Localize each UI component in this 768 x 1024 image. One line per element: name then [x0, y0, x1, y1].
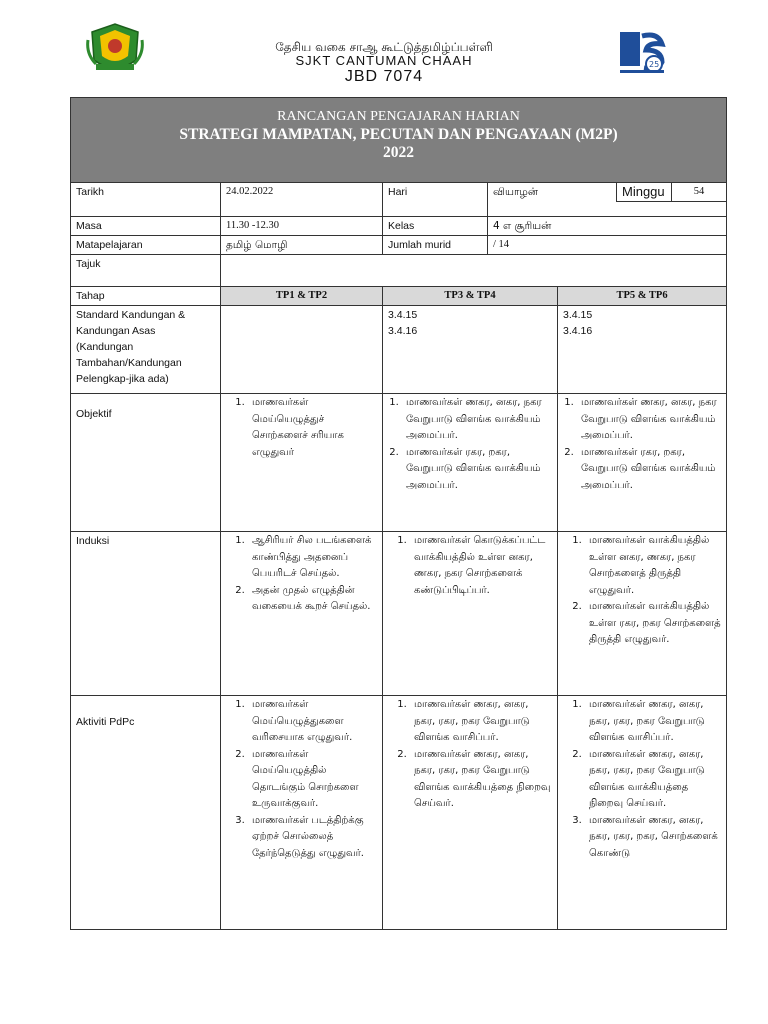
standard-label: Standard Kandungan & Kandungan Asas (Kandungan Tambahan/Kandungan Pelengkap-jika ada) — [71, 306, 221, 394]
list-item: 1. மாணவர்கள் கொடுக்கப்பட்ட வாக்கியத்தில் உள்ள னகர, ணகர, நகர சொற்களைக் கண்டுப்பிடிப்பர். — [410, 533, 552, 599]
hari-minggu-cell — [488, 183, 727, 217]
minggu-value: 54 — [672, 183, 727, 202]
list-item: 2. மாணவர்கள் மெய்யெழுத்தில் தொடங்கும் சொற்களை உருவாக்குவர். — [248, 747, 377, 813]
jumlah-murid-label: Jumlah murid — [383, 236, 488, 255]
list-item: 2. மாணவர்கள் ணகர, னகர, நகர, ரகர, றகர வேறுபாடு விளங்க வாக்கியத்தை நிறைவு செய்வர். — [585, 747, 721, 813]
objektif-tp12 — [221, 394, 383, 532]
standard-code: 3.4.15 — [563, 309, 593, 321]
standard-code: 3.4.15 — [388, 309, 418, 321]
hari-value: வியாழன் — [493, 186, 539, 198]
aktiviti-label: Aktiviti PdPc — [71, 696, 221, 930]
induksi-tp56 — [558, 532, 727, 696]
tarikh-label: Tarikh — [71, 183, 221, 217]
masa-value: 11.30 -12.30 — [221, 217, 383, 236]
tahap-tp34: TP3 & TP4 — [383, 287, 558, 306]
tajuk-value — [221, 255, 727, 287]
induksi-label: Induksi — [71, 532, 221, 696]
school-name-tamil: தேசிய வகை சாஆ கூட்டுத்தமிழ்ப்பள்ளி — [275, 40, 493, 54]
svg-text:25: 25 — [649, 60, 660, 69]
induksi-tp34 — [383, 532, 558, 696]
list-item: 1. மாணவர்கள் மெய்யெழுத்துச் சொற்களைச் சரியாக எழுதுவர் — [248, 395, 377, 461]
standard-tp34 — [383, 306, 558, 394]
kelas-label: Kelas — [383, 217, 488, 236]
objektif-tp56 — [558, 394, 727, 532]
list-item: 1. மாணவர்கள் வாக்கியத்தில் உள்ள னகர, ணகர, நகர சொற்களைத் திருத்தி எழுதுவர். — [585, 533, 721, 599]
jumlah-murid-value: / 14 — [488, 236, 727, 255]
banner-line3: 2022 — [383, 144, 415, 161]
tahap-tp56: TP5 & TP6 — [558, 287, 727, 306]
banner-line1: RANCANGAN PENGAJARAN HARIAN — [277, 109, 520, 124]
lesson-plan-table — [70, 97, 727, 930]
aktiviti-tp12 — [221, 696, 383, 930]
anniversary-25-logo — [618, 30, 666, 76]
tahap-tp12: TP1 & TP2 — [221, 287, 383, 306]
tarikh-value: 24.02.2022 — [221, 183, 383, 217]
list-item: 1. மாணவர்கள் ணகர, னகர, நகர, ரகர, றகர வேறுபாடு விளங்க வாசிப்பர். — [410, 697, 552, 747]
list-item: 1. மாணவர்கள் ணகர, னகர, நகர வேறுபாடு விளங்க வாக்கியம் அமைப்பர். — [402, 395, 552, 445]
matapelajaran-label: Matapelajaran — [71, 236, 221, 255]
list-item: 2. மாணவர்கள் ரகர, றகர, வேறுபாடு விளங்க வாக்கியம் அமைப்பர். — [577, 445, 721, 495]
list-item: 1. மாணவர்கள் ணகர, னகர, நகர, ரகர, றகர வேறுபாடு விளங்க வாசிப்பர். — [585, 697, 721, 747]
standard-code: 3.4.16 — [388, 325, 418, 337]
list-item: 1. மாணவர்கள் ணகர, னகர, நகர வேறுபாடு விளங்க வாக்கியம் அமைப்பர். — [577, 395, 721, 445]
school-name: SJKT CANTUMAN CHAAH — [295, 53, 473, 68]
matapelajaran-value: தமிழ் மொழி — [221, 236, 383, 255]
objektif-label: Objektif — [71, 394, 221, 532]
list-item: 1. மாணவர்கள் மெய்யெழுத்துகளை வரிசையாக எழுதுவர். — [248, 697, 377, 747]
list-item: 2. அதன் முதல் எழுத்தின் வகையைக் கூறச் செய்தல். — [248, 583, 377, 616]
title-banner — [71, 98, 727, 183]
list-item: 1. ஆசிரியர் சில படங்களைக் காண்பித்து அதனைப் பெயரிடச் செய்தல். — [248, 533, 377, 583]
tajuk-label: Tajuk — [71, 255, 221, 287]
kelas-value: 4 எ சூரியன் — [488, 217, 727, 236]
document-header — [0, 0, 768, 98]
induksi-tp12 — [221, 532, 383, 696]
school-crest-logo — [86, 20, 144, 74]
masa-label: Masa — [71, 217, 221, 236]
standard-tp12 — [221, 306, 383, 394]
minggu-label: Minggu — [617, 183, 672, 202]
aktiviti-tp56 — [558, 696, 727, 930]
list-item: 3. மாணவர்கள் ணகர, னகர, நகர, ரகர, றகர, சொற்களைக் கொண்டு — [585, 813, 721, 863]
standard-code: 3.4.16 — [563, 325, 593, 337]
banner-line2: STRATEGI MAMPATAN, PECUTAN DAN PENGAYAAN (M2P) — [179, 126, 618, 143]
list-item: 2. மாணவர்கள் வாக்கியத்தில் உள்ள ரகர, றகர சொற்களைத் திருத்தி எழுதுவர். — [585, 599, 721, 649]
list-item: 2. மாணவர்கள் ணகர, னகர, நகர, ரகர, றகர வேறுபாடு விளங்க வாக்கியத்தை நிறைவு செய்வர். — [410, 747, 552, 813]
objektif-tp34 — [383, 394, 558, 532]
list-item: 3. மாணவர்கள் படத்திற்க்கு ஏற்றச் சொல்லைத் தேர்ந்தெடுத்து எழுதுவர். — [248, 813, 377, 863]
school-name-block — [200, 40, 568, 86]
list-item: 2. மாணவர்கள் ரகர, றகர, வேறுபாடு விளங்க வாக்கியம் அமைப்பர். — [402, 445, 552, 495]
aktiviti-tp34 — [383, 696, 558, 930]
standard-tp56 — [558, 306, 727, 394]
hari-label: Hari — [383, 183, 488, 217]
school-code: JBD 7074 — [344, 68, 424, 85]
tahap-label: Tahap — [71, 287, 221, 306]
